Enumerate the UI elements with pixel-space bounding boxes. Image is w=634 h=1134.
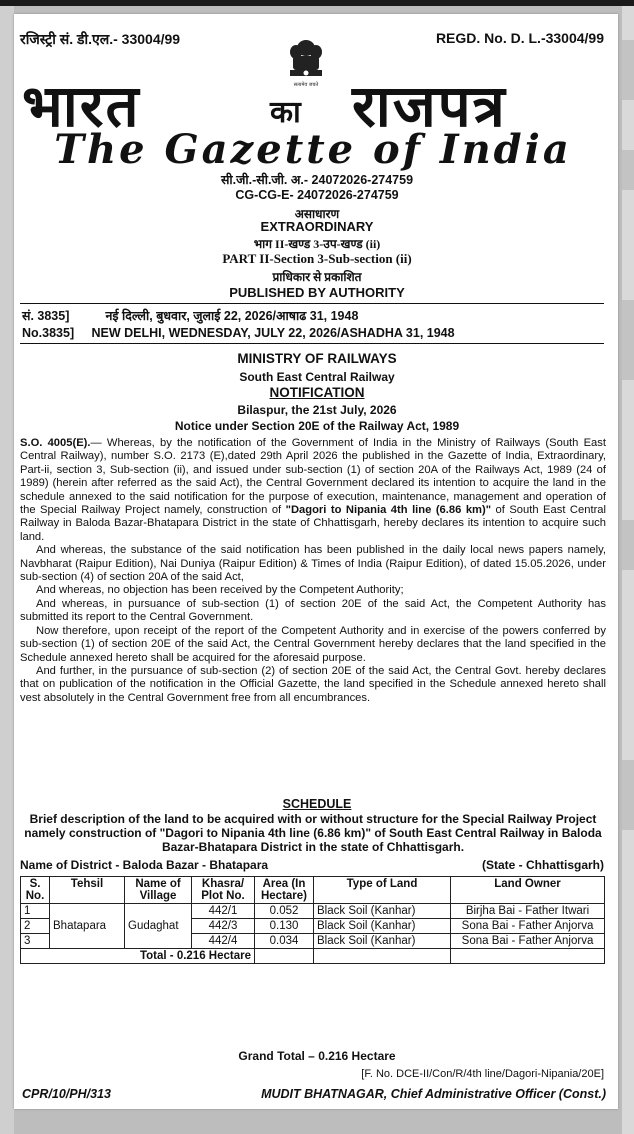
- title-hindi-ka: का: [270, 95, 303, 130]
- title-hindi-rajpatra: राजपत्र: [352, 72, 507, 140]
- cg-number-hindi: सी.जी.-सी.जी. अ.- 24072026-274759: [220, 173, 414, 187]
- district-line: [20, 858, 606, 872]
- project-name: "Dagori to Nipania 4th line (6.86 km)": [285, 504, 492, 517]
- emblem-caption: सत्यमेव जयते: [293, 82, 319, 88]
- footer: [22, 1087, 606, 1101]
- total-cell: Total - 0.216 Hectare: [21, 949, 255, 964]
- file-number: [F. No. DCE-II/Con/R/4th line/Dagori-Nipania/20E]: [361, 1068, 604, 1080]
- issue-number-english: No.3835]: [22, 326, 75, 340]
- village-cell: Gudaghat: [125, 904, 192, 949]
- tehsil-cell: Bhatapara: [50, 904, 125, 949]
- table-row: 1 Bhatapara Gudaghat 442/1 0.052 Black Soil (Kanhar) Birjha Bai - Father Itwari: [21, 904, 605, 919]
- paragraph-1: S.O. 4005(E).— Whereas, by the notification of the Government of India in the Ministry of Railways (South East Central Railway), number S.O. 2173 (E),dated 29th April 2026 the published in the Gazette of India, Extraordinary, Part-ii, section 3, Sub-section (ii), and issued under sub-section (1) of section 20A of the Railways Act, 1989 (24 of 1989) (herein after referred as the said Act), the Central Government declared its intention to acquire the land in the schedule annexed to the said notification for the purpose of execution, maintenance, management and operation of the Special Railway Project namely, construction of "Dagori to Nipania 4th line (6.86 km)" of South East Central Railway in Baloda Bazar-Bhatapara District in the state of Chhattisgarh, hereby declares its intention to acquire such land.: [20, 437, 606, 543]
- col-village: Name of Village: [125, 877, 192, 904]
- publication-code: CPR/10/PH/313: [22, 1087, 111, 1101]
- national-emblem-icon: [283, 38, 329, 90]
- registration-hindi: रजिस्ट्री सं. डी.एल.- 33004/99: [20, 31, 181, 47]
- cg-number-english: CG-CG-E- 24072026-274759: [235, 188, 399, 202]
- col-owner: Land Owner: [451, 877, 605, 904]
- grand-total: Grand Total – 0.216 Hectare: [238, 1049, 396, 1063]
- issue-line-english: [22, 326, 455, 340]
- schedule-table: [20, 876, 605, 964]
- so-number: S.O. 4005(E).: [20, 437, 91, 449]
- col-type: Type of Land: [314, 877, 451, 904]
- issue-line-hindi: [22, 307, 358, 324]
- extraordinary-label: EXTRAORDINARY: [260, 219, 374, 234]
- schedule-description: Brief description of the land to be acquired with or without structure for the Special Railway Project namely construction of "Dagori to Nipania 4th line (6.86 km)" of South East Central Railway in Baloda Bazar-Bhatapara District in the state of Chhattisgarh.: [24, 812, 602, 854]
- issue-number-hindi: सं. 3835]: [22, 309, 70, 323]
- part-english: PART II-Section 3-Sub-section (ii): [222, 251, 412, 266]
- paragraph-3: And whereas, no objection has been received by the Competent Authority;: [36, 584, 404, 597]
- paragraph-6: And further, in the pursuance of sub-section (2) of section 20E of the said Act, the Central Govt. hereby declares that on publication of the notification in the Official Gazette, the land specified in the Schedule annexed hereto shall vest absolutely in the Central Government free from all encumbrances.: [20, 664, 606, 704]
- state-name: (State - Chhattisgarh): [481, 858, 604, 872]
- schedule-heading: SCHEDULE: [282, 797, 352, 811]
- divider: [20, 343, 604, 344]
- authority-english: PUBLISHED BY AUTHORITY: [229, 285, 405, 300]
- paragraph-5: Now therefore, upon receipt of the report of the Competent Authority and in exercise of the powers conferred by sub-section (1) of section 20E of the said Act, the Central Government hereby declares that the land specified in the Schedule annexed hereto shall be acquired for the aforesaid purpose.: [20, 624, 606, 664]
- gazette-title-english: The Gazette of India: [54, 126, 572, 173]
- col-area: Area (In Hectare): [255, 877, 314, 904]
- issue-date-english: NEW DELHI, WEDNESDAY, JULY 22, 2026/ASHADHA 31, 1948: [91, 326, 455, 340]
- part-hindi: भाग II-खण्ड 3-उप-खण्ड (ii): [253, 237, 381, 251]
- signatory: MUDIT BHATNAGAR, Chief Administrative Officer (Const.): [261, 1087, 606, 1101]
- table-header-row: [21, 877, 605, 904]
- place-date: Bilaspur, the 21st July, 2026: [237, 403, 397, 417]
- divider: [20, 303, 604, 304]
- table-row: 3 442/4 0.034 Black Soil (Kanhar) Sona Bai - Father Anjorva: [21, 934, 605, 949]
- top-border: [0, 0, 634, 6]
- notification-heading: NOTIFICATION: [269, 385, 365, 400]
- notice-body: [20, 437, 606, 705]
- table-row: 2 442/3 0.130 Black Soil (Kanhar) Sona Bai - Father Anjorva: [21, 919, 605, 934]
- paragraph-4: And whereas, in pursuance of sub-section (1) of section 20E of the said Act, the Competent Authority has submitted its report to the Central Government.: [20, 597, 606, 624]
- authority-hindi: प्राधिकार से प्रकाशित: [272, 270, 362, 284]
- col-sno: S. No.: [21, 877, 50, 904]
- col-plot: Khasra/ Plot No.: [192, 877, 255, 904]
- registration-english: REGD. No. D. L.-33004/99: [435, 30, 604, 46]
- notice-subject: Notice under Section 20E of the Railway Act, 1989: [174, 419, 460, 433]
- col-tehsil: Tehsil: [50, 877, 125, 904]
- asadharan-label: असाधारण: [294, 207, 340, 221]
- title-hindi-bharat: भारत: [22, 72, 141, 140]
- paragraph-2: And whereas, the substance of the said notification has been published in the daily local news papers namely, Navbharat (Raipur Edition), Nai Duniya (Raipur Edition) & Times of India (Raipur Edition), of dated 15.05.2026, under sub-section (4) of section 20A of the said Act,: [20, 544, 606, 584]
- district-name: Name of District - Baloda Bazar - Bhatapara: [20, 858, 269, 872]
- railway-zone: South East Central Railway: [239, 370, 395, 384]
- table-total-row: [21, 949, 605, 964]
- ministry-heading: MINISTRY OF RAILWAYS: [237, 351, 397, 366]
- issue-date-hindi: नई दिल्ली, बुधवार, जुलाई 22, 2026/आषाढ 31, 1948: [105, 309, 359, 323]
